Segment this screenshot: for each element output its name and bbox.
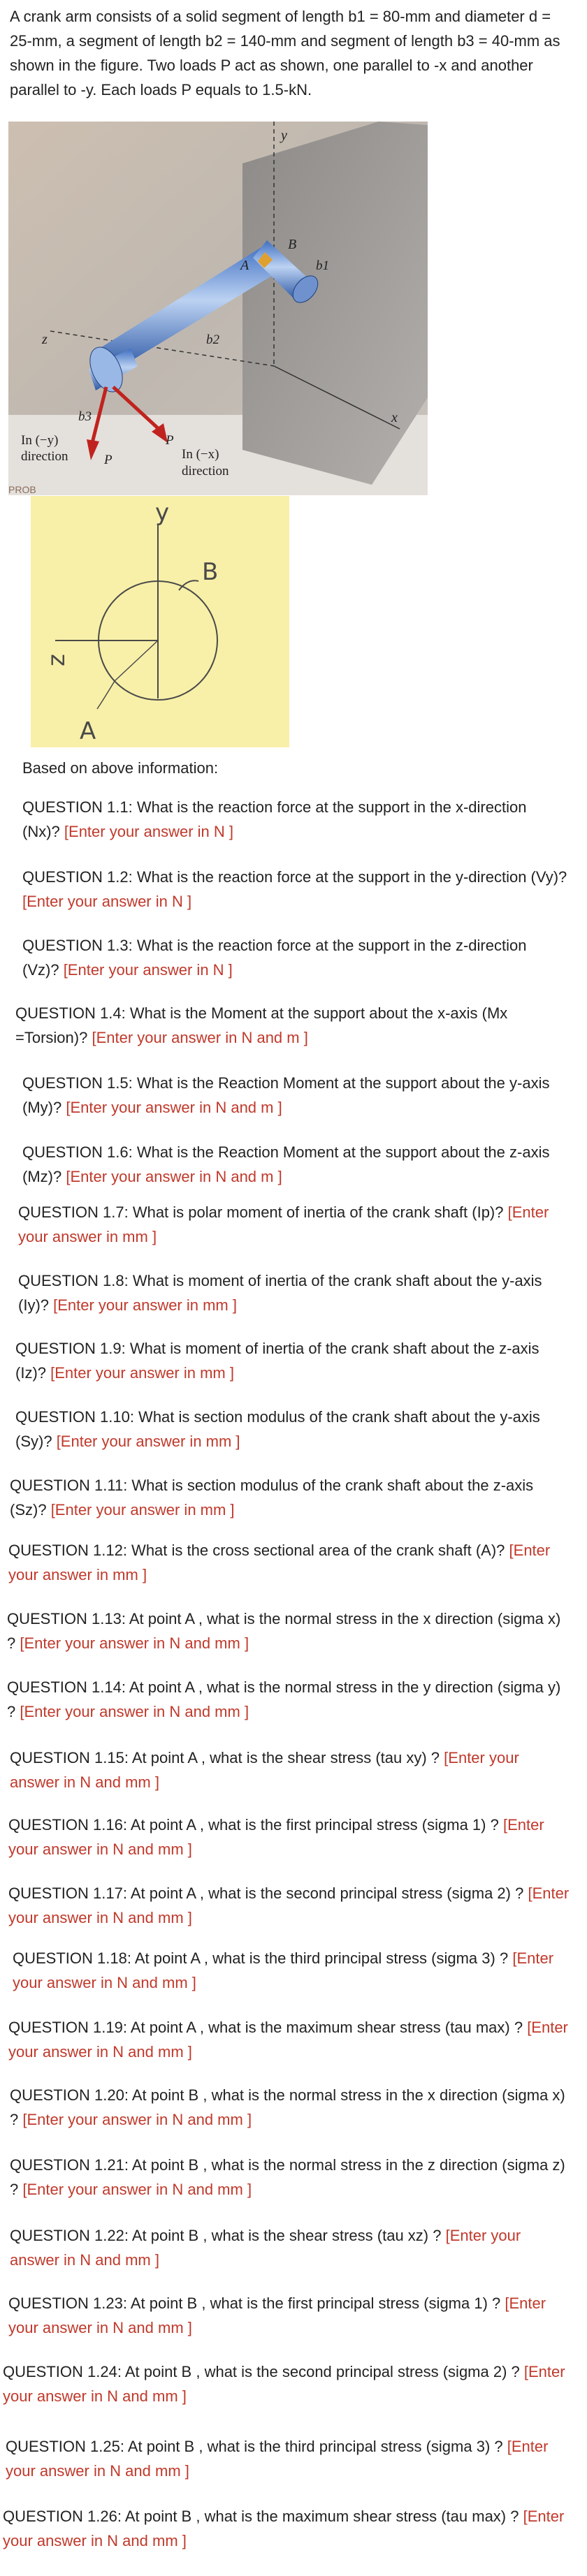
fig1-label-b3: b3 [78,409,92,424]
answer-field[interactable]: [Enter your answer in N and m ] [66,1168,282,1185]
answer-field[interactable]: [Enter your answer in mm ] [8,1542,551,1583]
fig1-label-b2: b2 [206,332,219,347]
answer-field[interactable]: [Enter your answer in mm ] [53,1296,237,1314]
answer-field[interactable]: [Enter your answer in N and mm ] [10,1749,519,1791]
question-1-9: QUESTION 1.9: What is moment of inertia of the crank shaft about the z-axis (Iz)? [Enter your answer in mm ] [15,1340,539,1382]
question-1-5: QUESTION 1.5: What is the Reaction Moment at the support about the y-axis (My)? [Enter your answer in N and m ] [22,1074,550,1116]
fig2-label-a: A [80,717,96,745]
answer-field[interactable]: [Enter your answer in N ] [63,961,233,979]
answer-field[interactable]: [Enter your answer in mm ] [18,1203,549,1245]
fig2-label-y: y [155,499,170,527]
fig1-label-z: z [42,332,48,347]
fig1-label-p-right: P [166,433,174,448]
fig1-label-b1: b1 [316,258,329,273]
answer-field[interactable]: [Enter your answer in N and mm ] [8,2019,568,2061]
fig1-label-a: A [240,258,249,273]
question-1-21: QUESTION 1.21: At point B , what is the normal stress in the z direction (sigma z) ? [Enter your answer in N and mm ] [10,2156,565,2198]
question-1-19: QUESTION 1.19: At point A , what is the maximum shear stress (tau max) ? [Enter your answer in N and mm ] [8,2019,568,2061]
question-1-2: QUESTION 1.2: What is the reaction force at the support in the y-direction (Vy)? [Enter your answer in N ] [22,868,567,910]
question-1-4: QUESTION 1.4: What is the Moment at the support about the x-axis (Mx =Torsion)? [Enter your answer in N and m ] [15,1004,508,1046]
question-1-25: QUESTION 1.25: At point B , what is the third principal stress (sigma 3) ? [Enter your answer in N and mm ] [6,2438,549,2480]
problem-statement: A crank arm consists of a solid segment of length b1 = 80-mm and diameter d = 25-mm, a segment of length b2 = 140-mm and segment of length b3 = 40-mm as shown in the figure. Two loads P act as shown, one parallel to -x and another parallel to -y. Each loads P equals to 1.5-kN. [10,8,560,98]
answer-field[interactable]: [Enter your answer in N and m ] [66,1099,282,1116]
answer-field[interactable]: [Enter your answer in N and mm ] [20,1634,249,1652]
question-1-20: QUESTION 1.20: At point B , what is the normal stress in the x direction (sigma x) ? [Enter your answer in N and mm ] [10,2086,565,2128]
question-1-16: QUESTION 1.16: At point A , what is the first principal stress (sigma 1) ? [Enter your answer in N and mm ] [8,1816,544,1858]
answer-field[interactable]: [Enter your answer in mm ] [50,1501,235,1518]
answer-field[interactable]: [Enter your answer in N and mm ] [22,2181,252,2198]
answer-field[interactable]: [Enter your answer in N and m ] [92,1029,308,1046]
question-1-7: QUESTION 1.7: What is polar moment of inertia of the crank shaft (Ip)? [Enter your answer in mm ] [18,1203,549,1245]
question-1-24: QUESTION 1.24: At point B , what is the second principal stress (sigma 2) ? [Enter your answer in N and mm ] [3,2363,565,2405]
answer-field[interactable]: [Enter your answer in N and mm ] [20,1703,249,1720]
answer-field[interactable]: [Enter your answer in N and mm ] [8,2295,546,2336]
crank-arm-figure [8,122,428,495]
answer-field[interactable]: [Enter your answer in N ] [22,893,192,910]
fig1-label-y: y [281,128,287,143]
question-1-12: QUESTION 1.12: What is the cross sectional area of the crank shaft (A)? [Enter your answer in mm ] [8,1542,551,1583]
question-1-1: QUESTION 1.1: What is the reaction force at the support in the x-direction (Nx)? [Enter your answer in N ] [22,798,527,840]
fig1-left-direction-line1: In (−y) [21,433,59,448]
answer-field[interactable]: [Enter your answer in mm ] [56,1433,240,1450]
cross-section-sketch [31,496,289,747]
fig1-label-b: B [288,237,297,252]
question-1-17: QUESTION 1.17: At point A , what is the second principal stress (sigma 2) ? [Enter your answer in N and mm ] [8,1885,570,1926]
answer-field[interactable]: [Enter your answer in N and mm ] [8,1885,570,1926]
question-1-18: QUESTION 1.18: At point A , what is the third principal stress (sigma 3) ? [Enter your answer in N and mm ] [13,1949,554,1991]
question-1-26: QUESTION 1.26: At point B , what is the maximum shear stress (tau max) ? [Enter your answer in N and mm ] [3,2508,565,2549]
answer-field[interactable]: [Enter your answer in N and mm ] [8,1816,544,1858]
question-1-6: QUESTION 1.6: What is the Reaction Moment at the support about the z-axis (Mz)? [Enter your answer in N and m ] [22,1143,550,1185]
fig2-label-b: B [202,558,219,586]
question-1-15: QUESTION 1.15: At point A , what is the shear stress (tau xy) ? [Enter your answer in N and mm ] [10,1749,519,1791]
fig1-label-p-left: P [104,453,113,467]
based-on-text: Based on above information: [22,759,219,777]
fig1-crop-text: PROB [8,484,36,495]
question-1-13: QUESTION 1.13: At point A , what is the normal stress in the x direction (sigma x) ? [Enter your answer in N and mm ] [7,1610,561,1652]
fig2-label-z: z [43,654,71,666]
fig1-left-direction-line2: direction [21,449,68,464]
fig1-right-direction-line1: In (−x) [182,447,219,462]
answer-field[interactable]: [Enter your answer in N and mm ] [3,2363,565,2405]
fig1-right-direction-line2: direction [182,464,229,478]
fig1-label-x: x [391,410,398,425]
answer-field[interactable]: [Enter your answer in N and mm ] [6,2438,549,2480]
question-1-8: QUESTION 1.8: What is moment of inertia of the crank shaft about the y-axis (Iy)? [Enter your answer in mm ] [18,1272,542,1314]
question-1-10: QUESTION 1.10: What is section modulus of the crank shaft about the y-axis (Sy)? [Enter your answer in mm ] [15,1408,540,1450]
answer-field[interactable]: [Enter your answer in N and mm ] [22,2111,252,2128]
question-1-23: QUESTION 1.23: At point B , what is the first principal stress (sigma 1) ? [Enter your answer in N and mm ] [8,2295,546,2336]
answer-field[interactable]: [Enter your answer in N and mm ] [10,2227,521,2269]
answer-field[interactable]: [Enter your answer in N and mm ] [3,2508,565,2549]
question-1-22: QUESTION 1.22: At point B , what is the shear stress (tau xz) ? [Enter your answer in N and mm ] [10,2227,521,2269]
question-1-11: QUESTION 1.11: What is section modulus of the crank shaft about the z-axis (Sz)? [Enter your answer in mm ] [10,1477,534,1518]
question-1-14: QUESTION 1.14: At point A , what is the normal stress in the y direction (sigma y) ? [Enter your answer in N and mm ] [7,1678,561,1720]
answer-field[interactable]: [Enter your answer in N ] [64,823,234,840]
question-1-3: QUESTION 1.3: What is the reaction force at the support in the z-direction (Vz)? [Enter your answer in N ] [22,937,527,979]
answer-field[interactable]: [Enter your answer in N and mm ] [13,1949,554,1991]
answer-field[interactable]: [Enter your answer in mm ] [50,1364,234,1382]
